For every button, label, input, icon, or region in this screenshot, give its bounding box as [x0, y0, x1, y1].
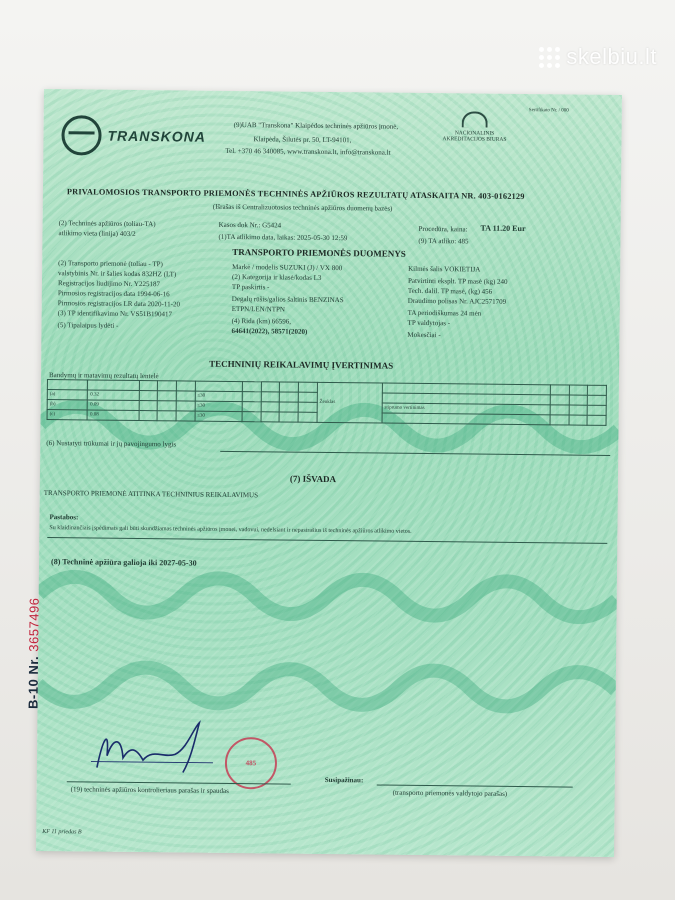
vehicle-mid-field: TP paskirtis -	[231, 282, 270, 292]
owner-caption: (transporto priemonės valdytojo parašas)	[392, 788, 508, 798]
transkona-logo	[61, 115, 206, 157]
dots-grid-icon	[539, 47, 560, 68]
table-row: (c) 0.08 ≤30	[47, 410, 606, 426]
accreditation-line-2: AKREDITACIJOS BIURAS	[442, 136, 507, 143]
vehicle-right-field: Patvirtinti eksplt. TP masė (kg) 240	[407, 276, 508, 286]
inspector-signature	[83, 717, 224, 778]
vehicle-mid-field: 64641(2022), 58571(2020)	[231, 326, 308, 336]
vehicle-section-title: TRANSPORTO PRIEMONĖS DUOMENYS	[232, 246, 406, 259]
defects-line-label: (6) Nustatyti trūkumai ir jų pavojingumo lygis	[46, 439, 177, 449]
results-table	[47, 379, 607, 426]
result-cell: 0.09	[88, 400, 139, 411]
logo-text: TRANSKONA	[107, 127, 207, 145]
table-row: (b) 0.09 ≤30 stiprumo vertinimas	[47, 400, 606, 416]
company-line-2: Klaipėda, Šilutės pr. 50, LT-94101,	[253, 135, 352, 145]
remark-text: Su klaidinančiais įspėdimais gali būti skundžiamas techninės apžiūros įmonei, vadovui, nedelsiant ir nepasirašius iš techninės apžiūros atlikimo vietos.	[49, 525, 412, 535]
report-title: PRIVALOMOSIOS TRANSPORTO PRIEMONĖS TECHNINĖS APŽIŪROS REZULTATŲ ATASKAITA NR. 403-0162129	[66, 187, 525, 202]
inspector-stamp	[225, 737, 278, 790]
ta-datetime: (1)TA atlikimo data, laikas: 2025-05-30 12:59	[218, 232, 348, 243]
vehicle-left-field: (2) Transporto priemonė (toliau - TP)	[58, 259, 163, 269]
ta-station: (2) Techninės apžiūros (toliau-TA)	[58, 219, 156, 229]
validity-text: (8) Techninė apžiūra galioja iki 2027-05-30	[51, 557, 197, 568]
vehicle-right-field: Draudimo polisas Nr. AJC2571709	[407, 296, 507, 306]
conclusion-section-title: (7) IŠVADA	[289, 473, 337, 485]
vehicle-left-field: (5) Tipalaipus lydėti -	[57, 321, 119, 330]
company-line-3: Tel. +370 46 340085, www.transkona.lt, info@transkona.lt	[225, 146, 391, 157]
vehicle-right-field: Tech. dalil. TP masė, (kg) 456	[407, 286, 493, 296]
result-cell: 0.08	[87, 410, 138, 421]
vehicle-left-field: (3) TP identifikavimo Nr. VS51B190417	[57, 309, 173, 319]
result-cell: 0.32	[88, 390, 139, 401]
requirements-section-title: TECHNINIŲ REIKALAVIMŲ ĮVERTINIMAS	[209, 358, 394, 371]
serial-value: 3657496	[26, 597, 42, 652]
vehicle-right-field: TP valdytojas -	[407, 318, 451, 328]
vehicle-right-field: TA periodiškumas 24 mėn	[407, 308, 482, 318]
price-value: TA 11.20 Eur	[480, 223, 526, 234]
results-right-value: stiprumo vertinimas	[382, 403, 550, 415]
form-code: KF 11 priedas B	[42, 829, 82, 836]
report-subtitle: (Išrašas iš Centralizuotosios techninės apžiūros duomenų bazės)	[212, 202, 393, 213]
company-line-1: (9)UAB "Transkona" Klaipėdos techninės apžiūros įmonė,	[233, 120, 399, 131]
vehicle-right-field: Mokesčiai -	[407, 330, 441, 340]
wave-pattern	[38, 559, 617, 635]
result-cell: ≤30	[195, 401, 243, 411]
cash-doc: Kasos dok Nr.: G5424	[218, 220, 282, 230]
accreditation-mark	[438, 111, 510, 143]
vehicle-mid-field: ETPN/LEN/NTPN	[231, 304, 286, 314]
vehicle-left-field: Registracijos liudijimo Nr. Y225187	[57, 279, 161, 289]
watermark-text: skelbiu.lt	[566, 44, 657, 69]
serial-prefix: B-10 Nr.	[25, 655, 42, 709]
ta-executor: (9) TA atliko: 485	[418, 236, 469, 246]
results-caption: Bandymų ir matavimų rezultatų lentelė	[48, 371, 159, 381]
signature-caption: (19) techninės apžiūros kontrolieriaus parašas ir spaudas	[70, 785, 229, 795]
accreditation-line-1: NACIONALINIS	[454, 130, 495, 137]
transkona-logo-icon	[61, 115, 101, 155]
serial-number	[26, 597, 42, 709]
vehicle-right-field: Kilmės šalis VOKIETIJA	[408, 264, 481, 274]
vehicle-mid-field: Degalų rūšis/galios šaltinis BENZINAS	[231, 294, 344, 305]
accreditation-icon	[462, 111, 488, 127]
result-cell: ≤30	[195, 411, 243, 421]
remark-label: Pastabos:	[49, 513, 79, 522]
owner-signature-line	[377, 785, 573, 788]
price-label: Procedūra, kaina:	[418, 224, 468, 234]
vehicle-mid-field: (2) Kategorija ir klasė/kodas L3	[232, 272, 322, 282]
conclusion-text: TRANSPORTO PRIEMONĖ ATITINKA TECHNINIUS REIKALAVIMUS	[43, 489, 259, 500]
wave-pattern	[37, 649, 616, 725]
stamp-number: 485	[245, 759, 257, 768]
vehicle-left-field: Pirmosios registracijos data 1994-06-16	[57, 289, 170, 299]
inspection-report-document	[25, 89, 622, 857]
accreditation-corner: Sertifikato Nr. / 000	[528, 108, 569, 114]
signed-label: Susipažinau:	[324, 775, 364, 785]
table-row: (a) 0.32 ≤30	[47, 390, 606, 406]
result-cell: ≤30	[195, 391, 243, 401]
results-right-label: Ženklas	[317, 382, 382, 423]
skelbiu-watermark	[539, 44, 657, 70]
vehicle-mid-field: (4) Rida (km) 66596,	[231, 316, 292, 326]
vehicle-left-field: valstybinis Nr. ir šalies kodas 832HZ (LT)	[58, 269, 177, 279]
vehicle-mid-field: Markė / modelis SUZUKI (J) / VX 800	[232, 262, 343, 273]
remark-line	[47, 537, 607, 544]
vehicle-left-field: Pirmosios registracijos LR data 2020-11-20	[57, 299, 181, 309]
ta-line: atlikimo vieta (linija) 403/2	[58, 229, 136, 238]
